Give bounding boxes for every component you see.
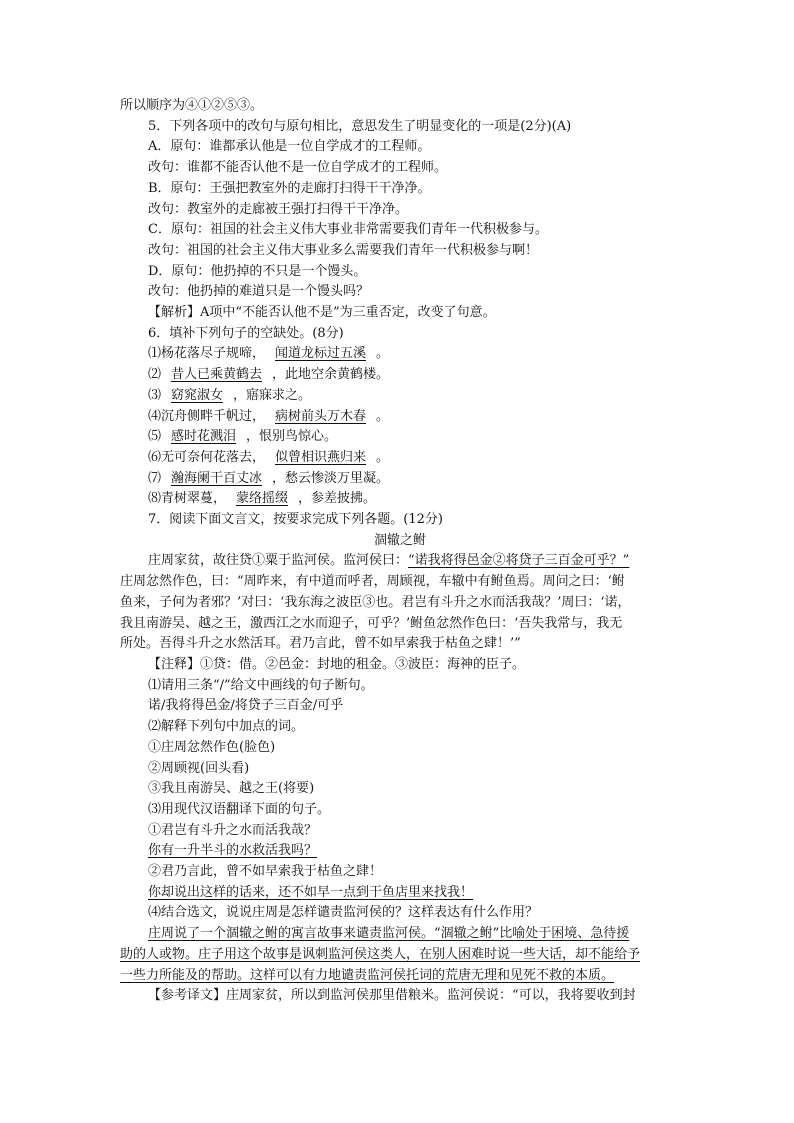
fill-text: ，参差披拂。 bbox=[298, 491, 377, 507]
underlined-answer: 助的人或物。庄子用这个故事是讽刺监河侯这类人，在别人困难时说一些大话，却不能给予 bbox=[120, 946, 641, 962]
fill-text: 。 bbox=[376, 408, 390, 424]
fill-answer: 蒙络摇缀 bbox=[236, 491, 289, 507]
question-5: 5．下列各项中的改句与原句相比，意思发生了明显变化的一项是(2分)(A) bbox=[148, 118, 572, 134]
fill-item-8 bbox=[120, 489, 680, 510]
answer-2-c: ③我且南游吴、越之王(将要) bbox=[148, 781, 315, 797]
option-d-original: D．原句：他扔掉的不只是一个馒头。 bbox=[148, 263, 367, 279]
subquestion-2: ⑵解释下列句中加点的词。 bbox=[148, 719, 305, 735]
option-d-revised: 改句：他扔掉的难道只是一个馒头吗？ bbox=[148, 284, 370, 300]
fill-text: 。 bbox=[376, 346, 390, 362]
fill-answer: 感时花溅泪 bbox=[171, 429, 237, 445]
subquestion-4: ⑷结合选文，说说庄周是怎样谴责监河侯的？这样表达有什么作用？ bbox=[148, 905, 539, 921]
underlined-answer: 庄周说了一个涸辙之鲋的寓言故事来谴责监河侯。“涸辙之鲋”比喻处于困境、急待援 bbox=[148, 926, 630, 942]
sentence-3-b: ②君乃言此，曾不如早索我于枯鱼之肆！ bbox=[148, 864, 383, 880]
fill-text: ⑴杨花落尽子规啼， bbox=[148, 346, 266, 362]
passage-title: 涸辙之鲋 bbox=[373, 532, 426, 548]
fill-text: ⑸ bbox=[148, 429, 162, 445]
passage-line: 我且南游吴、越之王，激西江之水而迎子，可乎？’鲋鱼忿然作色曰：‘吾失我常与，我无 bbox=[120, 615, 623, 631]
underlined-answer: 你有一升半斗的水救活我吗？ bbox=[148, 843, 318, 859]
fill-item-2 bbox=[120, 365, 680, 386]
fill-text: ⑶ bbox=[148, 387, 162, 403]
option-a-revised: 改句：谁都不能否认他不是一位自学成才的工程师。 bbox=[148, 160, 448, 176]
answer-2-b: ②周顾视(回头看) bbox=[148, 760, 250, 776]
passage-line bbox=[120, 551, 680, 572]
document-content bbox=[120, 96, 680, 1007]
fill-item-7 bbox=[120, 469, 680, 490]
fill-item-6 bbox=[120, 448, 680, 469]
answer-4-line bbox=[120, 966, 680, 987]
answer-2-a: ①庄周忿然作色(脸色) bbox=[148, 739, 276, 755]
fill-text: ⑷沉舟侧畔千帆过， bbox=[148, 408, 266, 424]
text-line: 所以顺序为④①②⑤③。 bbox=[120, 98, 264, 113]
question-7: 7．阅读下面文言文，按要求完成下列各题。(12分) bbox=[148, 512, 443, 528]
answer-3-a bbox=[120, 841, 680, 862]
fill-item-5 bbox=[120, 427, 680, 448]
answer-4-line bbox=[120, 945, 680, 966]
option-c-revised: 改句：祖国的社会主义伟大事业多么需要我们青年一代积极参与啊！ bbox=[148, 242, 539, 258]
answer-3-b bbox=[120, 883, 680, 904]
answer-1: 诺/我将得邑金/将贷子三百金/可乎 bbox=[148, 698, 344, 714]
fill-answer: 闻道龙标过五溪 bbox=[275, 346, 367, 362]
fill-answer: 似曾相识燕归来 bbox=[275, 449, 367, 465]
option-c-original: C．原句：祖国的社会主义伟大事业非常需要我们青年一代积极参与。 bbox=[148, 222, 548, 238]
annotation-note: 【注释】①贷：借。②邑金：封地的租金。③波臣：海神的臣子。 bbox=[148, 656, 526, 672]
underlined-sentence: “诺我将得邑金②将贷子三百金可乎？” bbox=[408, 553, 630, 569]
subquestion-3: ⑶用现代汉语翻译下面的句子。 bbox=[148, 801, 331, 817]
passage-line: 鱼来，子何为者邪？’对曰：‘我东海之波臣③也。君岂有斗升之水而活我哉？’周曰：‘诺， bbox=[120, 594, 631, 610]
answer-4-line bbox=[120, 924, 680, 945]
fill-text: ⑺ bbox=[148, 470, 162, 486]
fill-item-3 bbox=[120, 386, 680, 407]
option-b-revised: 改句：教室外的走廊被王强打扫得干干净净。 bbox=[148, 201, 409, 217]
fill-item-4 bbox=[120, 407, 680, 428]
fill-text: ⑻青树翠蔓， bbox=[148, 491, 227, 507]
passage-text: 庄周家贫，故往贷①粟于监河侯。监河侯曰： bbox=[148, 553, 409, 569]
option-a-original: A．原句：谁都承认他是一位自学成才的工程师。 bbox=[148, 139, 431, 155]
underlined-answer: 你却说出这样的话来，还不如早一点到干鱼店里来找我！ bbox=[148, 884, 474, 900]
fill-answer: 昔人已乘黄鹤去 bbox=[171, 367, 263, 383]
analysis-5: 【解析】A项中“不能否认他不是”为三重否定，改变了句意。 bbox=[148, 305, 496, 321]
fill-text: ，恨别鸟惊心。 bbox=[246, 429, 338, 445]
sentence-3-a: ①君岂有斗升之水而活我哉？ bbox=[148, 822, 318, 838]
fill-answer: 病树前头万木春 bbox=[275, 408, 367, 424]
question-6: 6．填补下列句子的空缺处。(8分) bbox=[148, 325, 344, 341]
option-b-original: B．原句：王强把教室外的走廊打扫得干干净净。 bbox=[148, 180, 431, 196]
subquestion-1: ⑴请用三条“/”给文中画线的句子断句。 bbox=[148, 677, 374, 693]
fill-text: ⑹无可奈何花落去， bbox=[148, 449, 266, 465]
underlined-answer: 一些力所能及的帮助。这样可以有力地谴责监河侯托词的荒唐无理和见死不救的本质。 bbox=[120, 967, 615, 983]
fill-answer: 瀚海阑干百丈冰 bbox=[171, 470, 263, 486]
passage-line: 庄周忿然作色，曰：“周昨来，有中道而呼者，周顾视，车辙中有鲋鱼焉。周问之曰：‘鲋 bbox=[120, 574, 625, 590]
reference-translation: 【参考译文】庄周家贫，所以到监河侯那里借粮米。监河侯说：“可以，我将要收到封 bbox=[148, 988, 636, 1004]
fill-text: ，此地空余黄鹤楼。 bbox=[272, 367, 390, 383]
fill-text: ，愁云惨淡万里凝。 bbox=[272, 470, 390, 486]
fill-item-1 bbox=[120, 344, 680, 365]
fill-text: ，寤寐求之。 bbox=[233, 387, 312, 403]
fill-text: 。 bbox=[376, 449, 390, 465]
fill-text: ⑵ bbox=[148, 367, 162, 383]
fill-answer: 窈窕淑女 bbox=[171, 387, 224, 403]
passage-line: 所处。吾得斗升之水然活耳。君乃言此，曾不如早索我于枯鱼之肆！’” bbox=[120, 636, 521, 652]
